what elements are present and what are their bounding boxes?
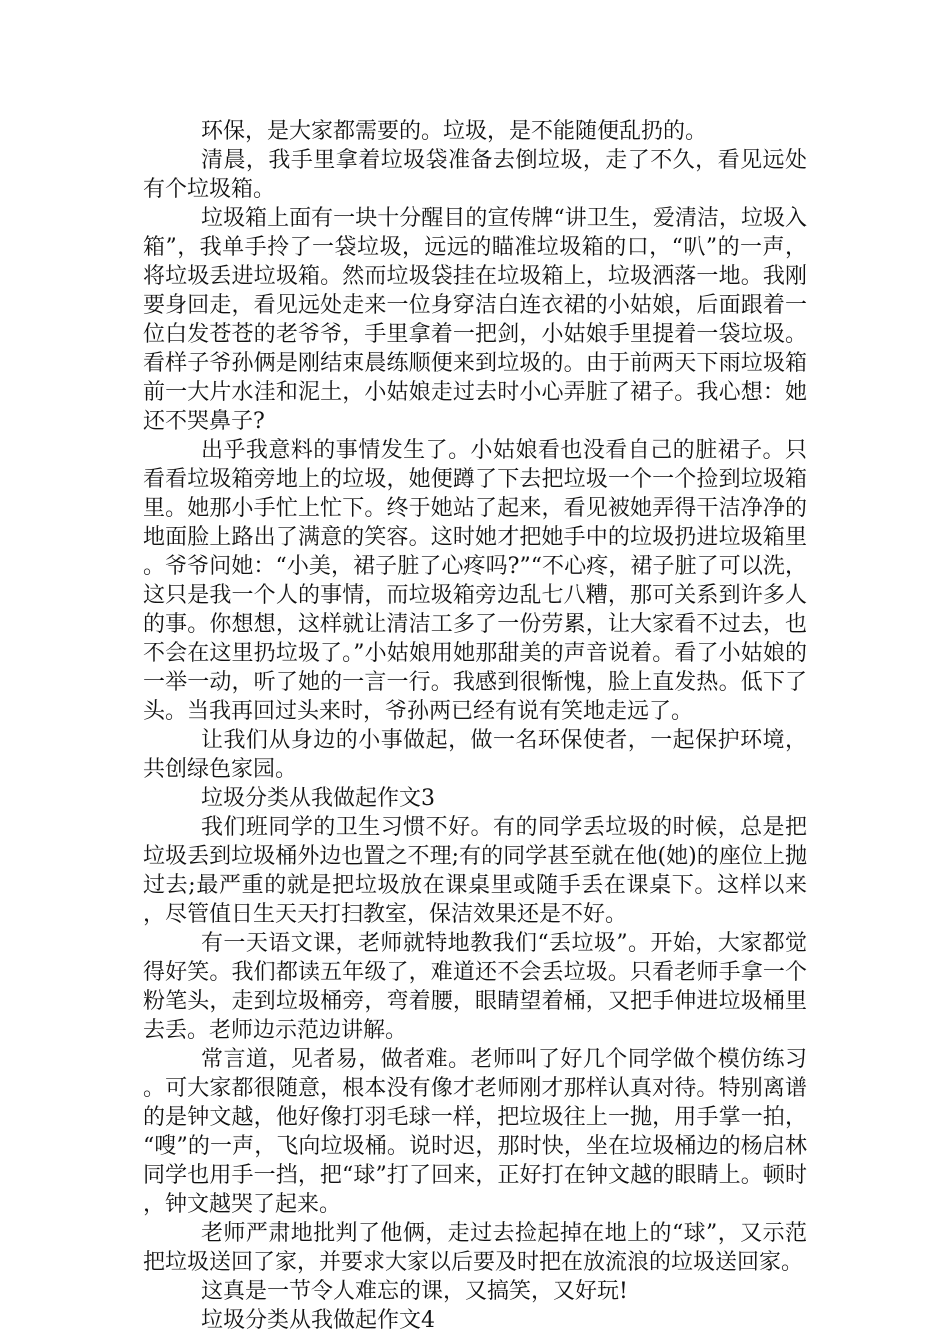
paragraph: 有一天语文课，老师就特地教我们“丢垃圾”。开始，大家都觉得好笑。我们都读五年级了，难道还不会丢垃圾。只看老师手拿一个粉笔头，走到垃圾桶旁，弯着腰，眼睛望着桶，又把手伸进垃圾桶里去丢。老师边示范边讲解。 — [143, 931, 807, 1043]
paragraph: 我们班同学的卫生习惯不好。有的同学丢垃圾的时候，总是把垃圾丢到垃圾桶外边也置之不理;有的同学甚至就在他(她)的座位上抛过去;最严重的就是把垃圾放在课桌里或随手丢在课桌下。这样以来，尽管值日生天天打扫教室，保洁效果还是不好。 — [143, 815, 807, 927]
paragraph: 垃圾箱上面有一块十分醒目的宣传牌“讲卫生，爱清洁，垃圾入箱”，我单手拎了一袋垃圾，远远的瞄准垃圾箱的口，“叭”的一声，将垃圾丢进垃圾箱。然而垃圾袋挂在垃圾箱上，垃圾洒落一地。我刚要身回走，看见远处走来一位身穿洁白连衣裙的小姑娘，后面跟着一位白发苍苍的老爷爷，手里拿着一把剑，小姑娘手里提着一袋垃圾。看样子爷孙俩是刚结束晨练顺便来到垃圾的。由于前两天下雨垃圾箱前一大片水洼和泥土，小姑娘走过去时小心弄脏了裙子。我心想：她还不哭鼻子? — [143, 206, 807, 434]
paragraph: 让我们从身边的小事做起，做一名环保使者，一起保护环境，共创绿色家园。 — [143, 728, 807, 782]
paragraph: 出乎我意料的事情发生了。小姑娘看也没看自己的脏裙子。只看看垃圾箱旁地上的垃圾，她便蹲了下去把垃圾一个一个捡到垃圾箱里。她那小手忙上忙下。终于她站了起来，看见被她弄得干洁净净的地面脸上路出了满意的笑容。这时她才把她手中的垃圾扔进垃圾箱里。爷爷问她：“小美，裙子脏了心疼吗?”“不心疼，裙子脏了可以洗，这只是我一个人的事情，而垃圾箱旁边乱七八糟，那可关系到许多人的事。你想想，这样就让清洁工多了一份劳累，让大家看不过去，也不会在这里扔垃圾了。”小姑娘用她那甜美的声音说着。看了小姑娘的一举一动，听了她的一言一行。我感到很惭愧，脸上直发热。低下了头。当我再回过头来时，爷孙两已经有说有笑地走远了。 — [143, 438, 807, 724]
paragraph: 老师严肃地批判了他俩，走过去捡起掉在地上的“球”，又示范把垃圾送回了家，并要求大家以后要及时把在放流浪的垃圾送回家。 — [143, 1221, 807, 1275]
section-heading: 垃圾分类从我做起作文4 — [201, 1308, 435, 1333]
paragraph: 这真是一节令人难忘的课，又搞笑，又好玩! — [201, 1279, 628, 1304]
paragraph: 常言道，见者易，做者难。老师叫了好几个同学做个模仿练习。可大家都很随意，根本没有像才老师刚才那样认真对待。特别离谱的是钟文越，他好像打羽毛球一样，把垃圾往上一抛，用手掌一拍，“嗖”的一声，飞向垃圾桶。说时迟，那时快，坐在垃圾桶边的杨启林同学也用手一挡，把“球”打了回来，正好打在钟文越的眼睛上。顿时，钟文越哭了起来。 — [143, 1047, 807, 1217]
document-page — [143, 117, 807, 1335]
paragraph: 清晨，我手里拿着垃圾袋准备去倒垃圾，走了不久，看见远处有个垃圾箱。 — [143, 148, 807, 202]
section-heading: 垃圾分类从我做起作文3 — [201, 786, 435, 811]
paragraph: 环保，是大家都需要的。垃圾，是不能随便乱扔的。 — [201, 119, 708, 144]
